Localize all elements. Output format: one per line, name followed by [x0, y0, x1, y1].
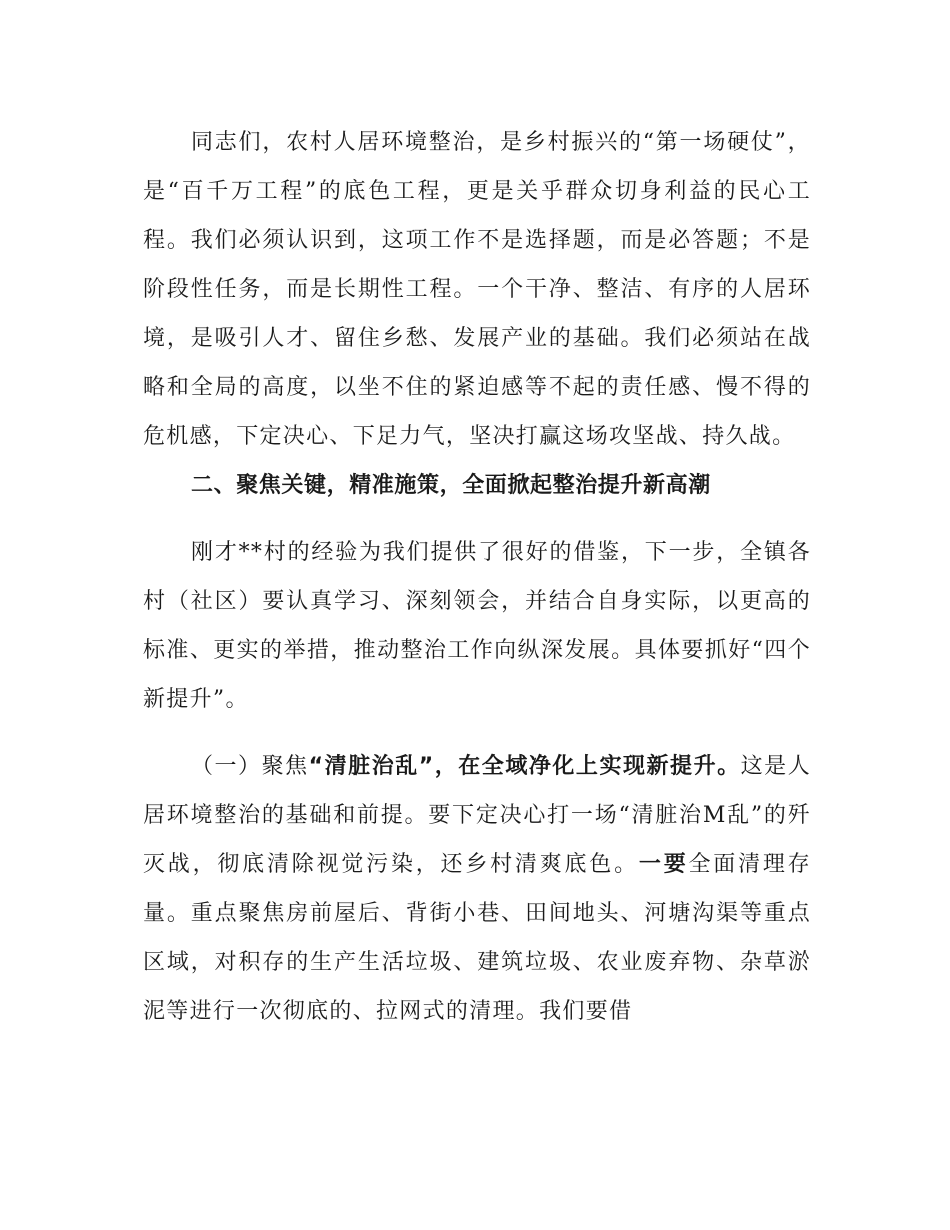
para-bold-title: “清脏治乱”，在全域净化上实现新提升。 — [308, 754, 741, 779]
paragraph-experience: 刚才**村的经验为我们提供了很好的借鉴，下一步，全镇各村（社区）要认真学习、深刻领会，并结合自身实际，以更高的标准、更实的举措，推动整治工作向纵深发展。具体要抓好“四个新提升”。 — [143, 540, 811, 712]
section-heading-2: 二、聚焦关键，精准施策，全面掀起整治提升新高潮 — [191, 473, 711, 498]
paragraph-clean-chaos — [143, 742, 811, 1036]
document-page — [143, 118, 811, 1036]
paragraph-intro: 同志们，农村人居环境整治，是乡村振兴的“第一场硬仗”，是“百千万工程”的底色工程，更是关乎群众切身利益的民心工程。我们必须认识到，这项工作不是选择题，而是必答题；不是阶段性任务，而是长期性工程。一个干净、整洁、有序的人居环境，是吸引人才、留住乡愁、发展产业的基础。我们必须站在战略和全局的高度，以坐不住的紧迫感等不起的责任感、慢不得的危机感，下定决心、下足力气，坚决打赢这场攻坚战、持久战。 — [143, 130, 811, 449]
para-prefix: （一）聚焦 — [191, 754, 309, 779]
para-rest: 全面清理存量。重点聚焦房前屋后、背街小巷、田间地头、河塘沟渠等重点区域，对积存的生产生活垃圾、建筑垃圾、农业废弃物、杂草淤泥等进行一次彻底的、拉网式的清理。我们要借 — [143, 852, 811, 1024]
para-middle: 这是人居环境整治的基础和前提。要下定决心打一场“清脏治M乱”的歼灭战，彻底清除视觉污染，还乡村清爽底色。 — [143, 754, 811, 877]
para-bold-first: 一要 — [638, 852, 689, 877]
